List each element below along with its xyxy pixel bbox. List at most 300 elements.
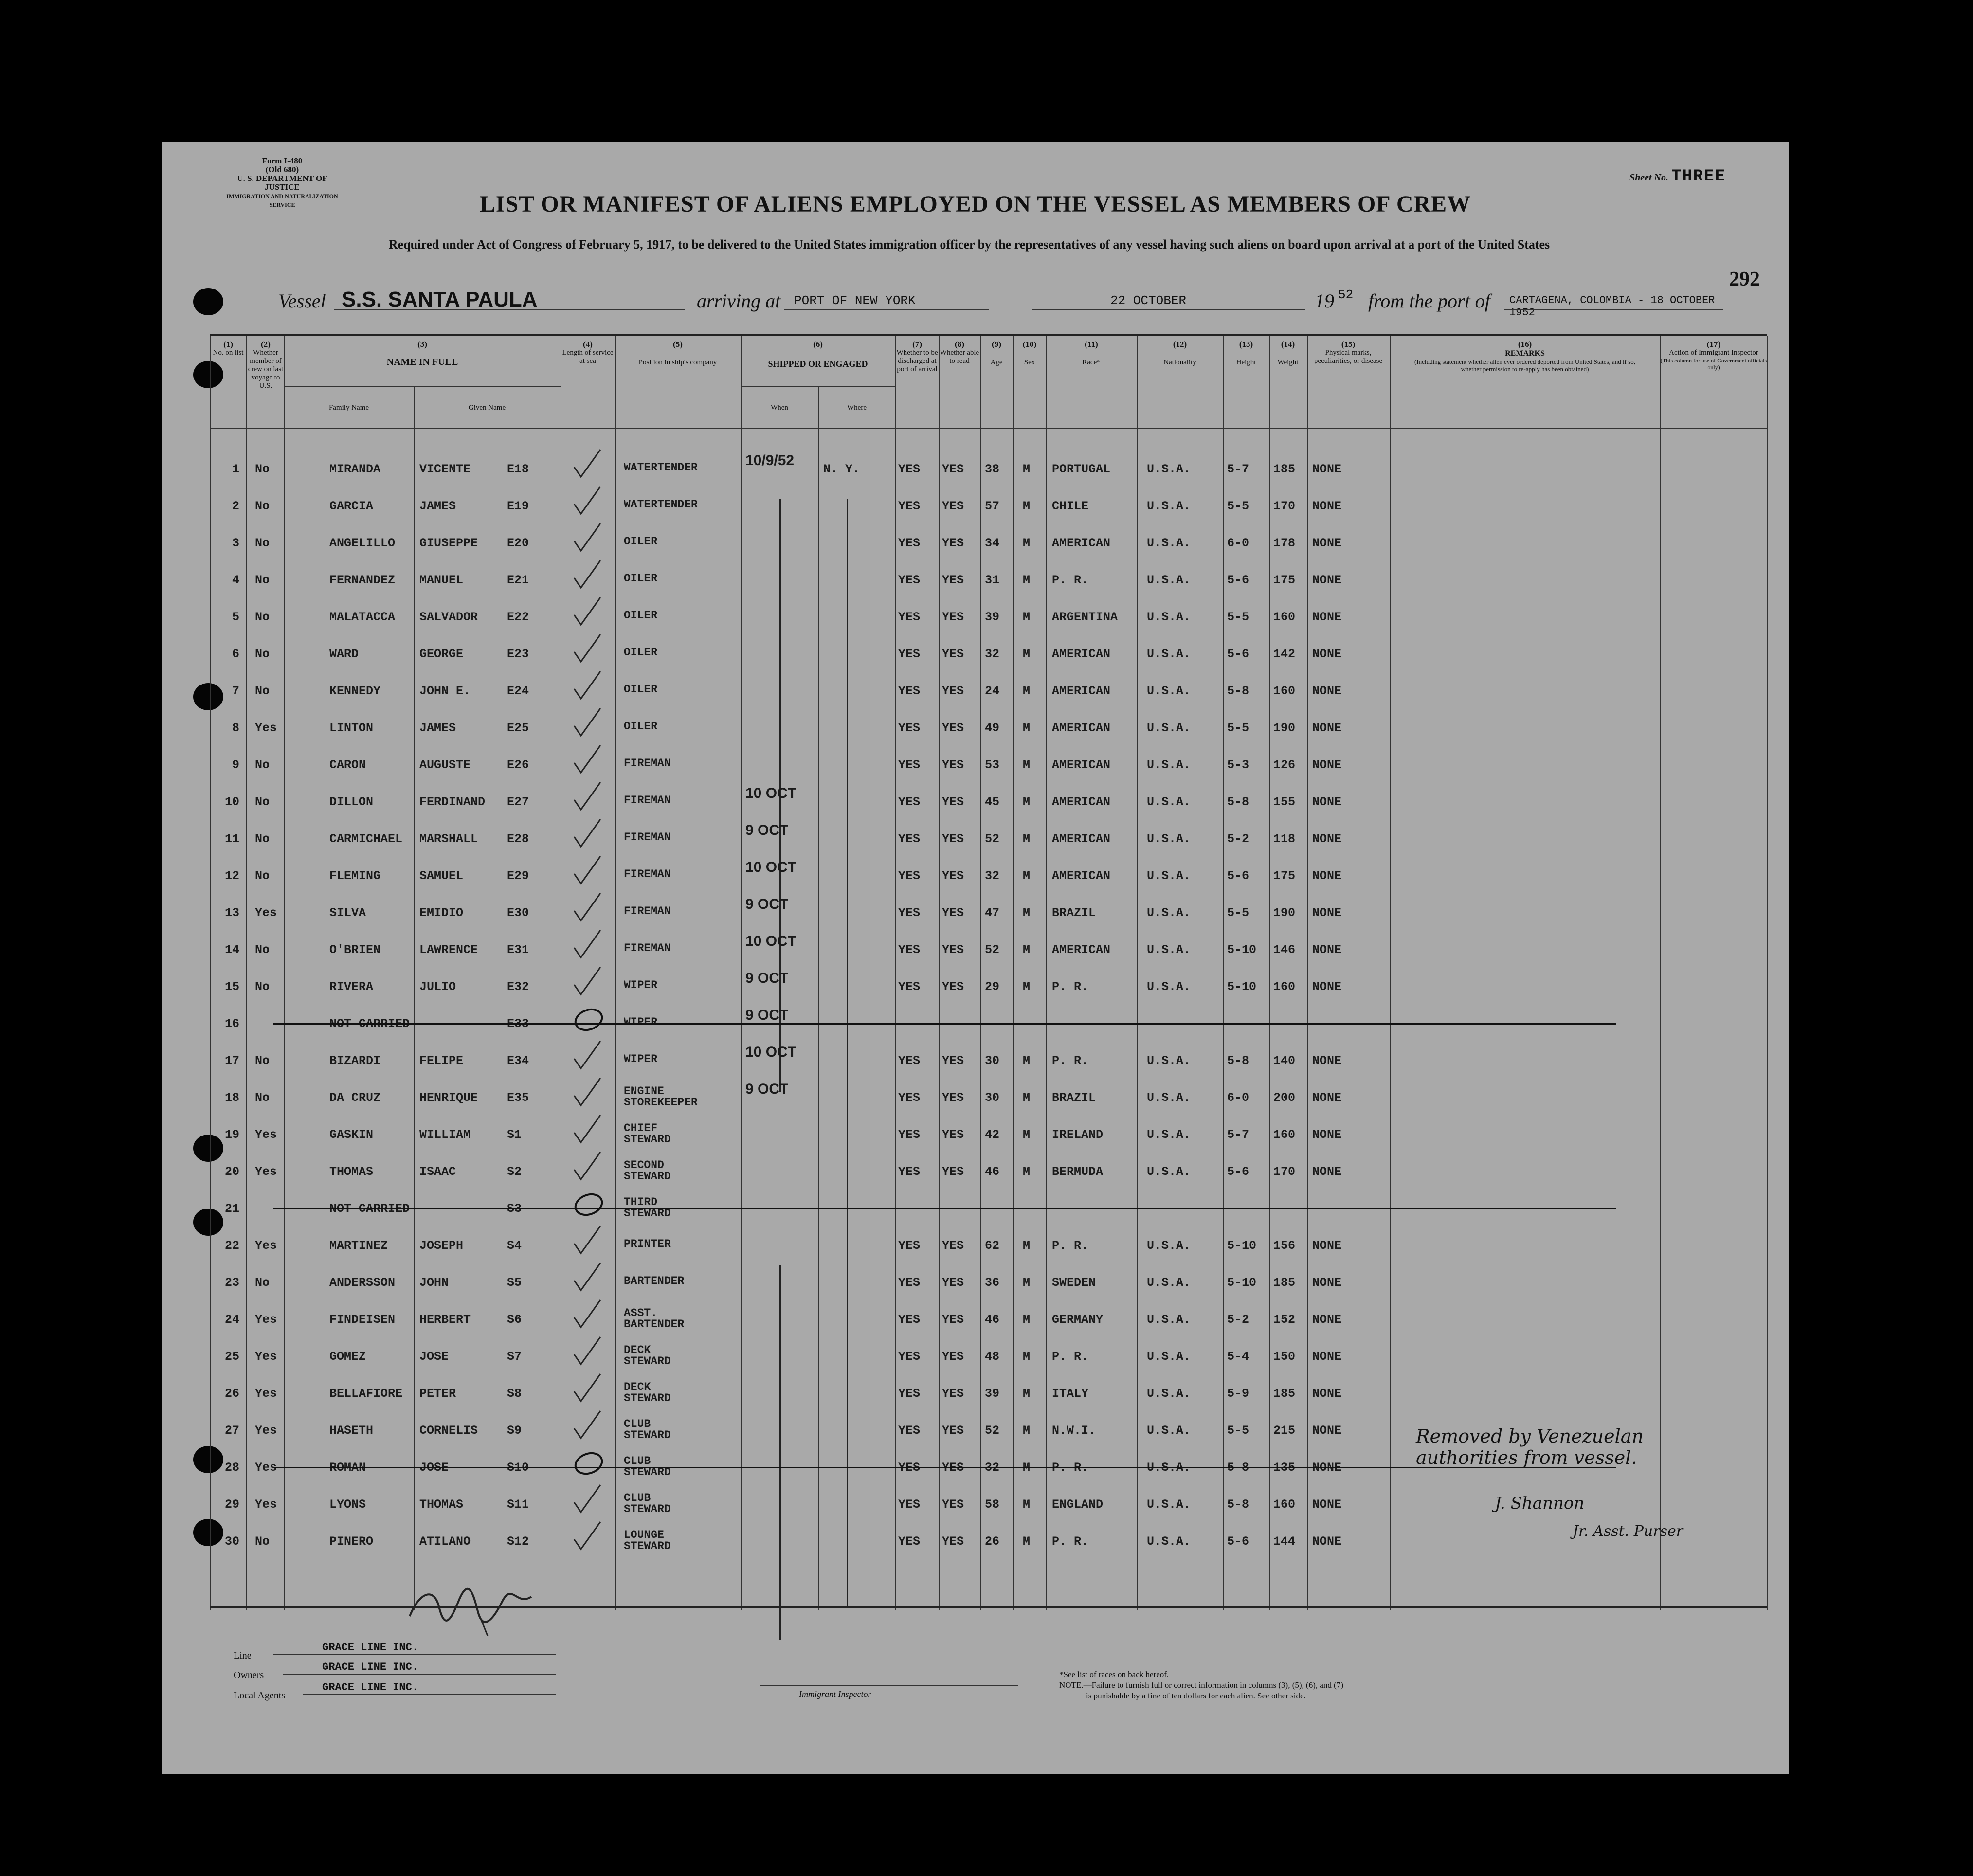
punch-hole: [193, 288, 223, 315]
cell-pos1: [624, 573, 657, 584]
cell-disch: YES: [898, 1534, 921, 1549]
cell-weight: 150: [1273, 1350, 1296, 1364]
cell-given: SAMUEL: [419, 869, 464, 883]
cell-code: S6: [507, 1313, 522, 1327]
cell-age: 53: [985, 758, 1000, 772]
check-mark: [570, 1519, 604, 1553]
cell-nat: U.S.A.: [1147, 1461, 1191, 1475]
cell-prev: No: [255, 684, 270, 698]
cell-code: E32: [507, 980, 529, 994]
cell-pos1-text: FIREMAN: [624, 905, 671, 918]
cell-family: MIRANDA: [329, 462, 381, 476]
cell-given: ISAAC: [419, 1165, 456, 1179]
cell-read: YES: [942, 1276, 964, 1290]
cell-height: 6-0: [1227, 1091, 1249, 1105]
cell-no: 30: [224, 1534, 239, 1549]
cell-race: SWEDEN: [1052, 1276, 1096, 1290]
cell-family: HASETH: [329, 1424, 374, 1438]
cell-weight: 175: [1273, 869, 1296, 883]
cell-nat: U.S.A.: [1147, 869, 1191, 883]
cell-pos2: STEWARD: [624, 1429, 671, 1442]
cell-when: 10 OCT: [745, 785, 797, 801]
cell-weight: 160: [1273, 1128, 1296, 1142]
header-col-6: (6) SHIPPED OR ENGAGED: [768, 340, 868, 369]
cell-age: 30: [985, 1054, 1000, 1068]
check-mark: [570, 853, 604, 887]
cell-race: P. R.: [1052, 1534, 1089, 1549]
cell-prev: No: [255, 758, 270, 772]
cell-race: P. R.: [1052, 1054, 1089, 1068]
cell-race: P. R.: [1052, 1350, 1089, 1364]
cell-age: 31: [985, 573, 1000, 587]
cell-given: AUGUSTE: [419, 758, 471, 772]
strike-through-line: [273, 1023, 1616, 1025]
check-mark: [570, 595, 604, 629]
cell-marks: NONE: [1312, 647, 1342, 661]
cell-nat: U.S.A.: [1147, 832, 1191, 846]
cell-weight: 190: [1273, 906, 1296, 920]
cell-read: YES: [942, 573, 964, 587]
cell-pos2: STEWARD: [624, 1355, 671, 1368]
cell-disch: YES: [898, 1239, 921, 1253]
cell-height: 5-8: [1227, 684, 1249, 698]
cell-sex: M: [1023, 499, 1031, 513]
cell-no: 3: [232, 536, 239, 550]
cell-pos1-text: FIREMAN: [624, 757, 671, 770]
cell-race: BRAZIL: [1052, 1091, 1096, 1105]
cell-pos1: [624, 1239, 671, 1250]
cell-pos1-text: LOUNGE: [624, 1529, 664, 1541]
cell-when: 9 OCT: [745, 1081, 789, 1097]
cell-marks: NONE: [1312, 906, 1342, 920]
table-row: [210, 753, 1767, 782]
cell-given: JOSEPH: [419, 1239, 464, 1253]
cell-pos1: [624, 869, 671, 880]
cell-pos1: [624, 1419, 671, 1441]
cell-code: E23: [507, 647, 529, 661]
cell-prev: No: [255, 795, 270, 809]
cell-pos1-text: OILER: [624, 683, 658, 696]
cell-pos1: [624, 499, 698, 510]
cell-nat: U.S.A.: [1147, 795, 1191, 809]
header-col-5: (5) Position in ship's company: [638, 340, 717, 366]
cell-weight: 160: [1273, 610, 1296, 624]
cell-height: 5-10: [1227, 1239, 1257, 1253]
cell-pos1: [624, 906, 671, 917]
cell-code: S1: [507, 1128, 522, 1142]
cell-read: YES: [942, 1497, 964, 1512]
cell-no: 15: [224, 980, 239, 994]
cell-marks: NONE: [1312, 536, 1342, 550]
cell-marks: NONE: [1312, 610, 1342, 624]
cell-prev: Yes: [255, 721, 277, 735]
cell-marks: NONE: [1312, 462, 1342, 476]
cell-sex: M: [1023, 795, 1031, 809]
cell-code: E25: [507, 721, 529, 735]
header-col-11: (11) Race*: [1082, 340, 1101, 366]
cell-family: SILVA: [329, 906, 366, 920]
cell-weight: 185: [1273, 1276, 1296, 1290]
cell-pos1: [624, 721, 657, 732]
table-row: [210, 452, 1767, 487]
cell-prev: No: [255, 1534, 270, 1549]
cell-pos2: STEWARD: [624, 1503, 671, 1515]
cell-pos1-text: OILER: [624, 609, 658, 622]
cell-pos1: [624, 1345, 671, 1367]
cell-code: E22: [507, 610, 529, 624]
cell-nat: U.S.A.: [1147, 499, 1191, 513]
cell-disch: YES: [898, 1313, 921, 1327]
cell-code: E34: [507, 1054, 529, 1068]
cell-no: 21: [224, 1202, 239, 1216]
cell-sex: M: [1023, 1276, 1031, 1290]
cell-pos2: STEWARD: [624, 1392, 671, 1405]
cell-pos1-text: OILER: [624, 572, 658, 585]
cell-read: YES: [942, 462, 964, 476]
cell-family: KENNEDY: [329, 684, 381, 698]
check-mark: [570, 1371, 604, 1405]
cell-marks: NONE: [1312, 943, 1342, 957]
cell-pos1: [624, 1276, 684, 1287]
cell-pos1: [624, 758, 671, 769]
cell-weight: 140: [1273, 1054, 1296, 1068]
cell-code: S3: [507, 1202, 522, 1216]
cell-no: 13: [224, 906, 239, 920]
cell-race: AMERICAN: [1052, 832, 1111, 846]
cell-weight: 152: [1273, 1313, 1296, 1327]
check-mark: [570, 1075, 604, 1109]
cell-height: 5-2: [1227, 1313, 1249, 1327]
cell-weight: 185: [1273, 1387, 1296, 1401]
cell-when: 10 OCT: [745, 933, 797, 949]
cell-code: E31: [507, 943, 529, 957]
cell-disch: YES: [898, 1165, 921, 1179]
cell-marks: NONE: [1312, 1239, 1342, 1253]
cell-when: 9 OCT: [745, 822, 789, 838]
strike-through-line: [273, 1208, 1616, 1209]
cell-race: P. R.: [1052, 980, 1089, 994]
cell-age: 46: [985, 1165, 1000, 1179]
cell-read: YES: [942, 684, 964, 698]
cell-nat: U.S.A.: [1147, 684, 1191, 698]
cell-given: WILLIAM: [419, 1128, 471, 1142]
cell-given: CORNELIS: [419, 1424, 478, 1438]
cell-code: E30: [507, 906, 529, 920]
cell-read: YES: [942, 1461, 964, 1475]
cell-height: 5-7: [1227, 462, 1249, 476]
cell-sex: M: [1023, 684, 1031, 698]
cell-family: ANGELILLO: [329, 536, 396, 550]
cell-disch: YES: [898, 1091, 921, 1105]
cell-sex: M: [1023, 1497, 1031, 1512]
cell-family: O'BRIEN: [329, 943, 381, 957]
cell-marks: NONE: [1312, 1424, 1342, 1438]
cell-pos1-text: WATERTENDER: [624, 498, 698, 511]
cell-marks: NONE: [1312, 758, 1342, 772]
cell-disch: YES: [898, 462, 921, 476]
cell-weight: 170: [1273, 499, 1296, 513]
table-row: [210, 679, 1767, 708]
cell-no: 8: [232, 721, 239, 735]
cell-given: HERBERT: [419, 1313, 471, 1327]
table-row: [210, 785, 1767, 819]
cell-height: 5-2: [1227, 832, 1249, 846]
cell-age: 36: [985, 1276, 1000, 1290]
cell-height: 5-5: [1227, 721, 1249, 735]
cell-nat: U.S.A.: [1147, 758, 1191, 772]
agents-value: GRACE LINE INC.: [322, 1681, 419, 1694]
cell-pos1-text: CLUB: [624, 1455, 651, 1467]
cell-age: 62: [985, 1239, 1000, 1253]
cell-nat: U.S.A.: [1147, 1350, 1191, 1364]
cell-sex: M: [1023, 1387, 1031, 1401]
cell-race: AMERICAN: [1052, 795, 1111, 809]
cell-sex: M: [1023, 758, 1031, 772]
cell-disch: YES: [898, 1054, 921, 1068]
cell-weight: 156: [1273, 1239, 1296, 1253]
cell-pos1-text: SECOND: [624, 1159, 664, 1172]
cell-no: 28: [224, 1461, 239, 1475]
header-when: When: [771, 404, 788, 412]
cell-weight: 160: [1273, 684, 1296, 698]
cell-age: 52: [985, 1424, 1000, 1438]
check-mark: [570, 927, 604, 961]
cell-family: DA CRUZ: [329, 1091, 381, 1105]
cell-pos1-text: OILER: [624, 535, 658, 548]
cell-read: YES: [942, 1350, 964, 1364]
cell-pos2: STEWARD: [624, 1207, 671, 1220]
cell-read: YES: [942, 795, 964, 809]
cell-pos1: [624, 684, 657, 695]
header-col-13: (13) Height: [1236, 340, 1256, 366]
cell-family: NOT CARRIED: [329, 1017, 410, 1031]
cell-race: P. R.: [1052, 1239, 1089, 1253]
cell-weight: 160: [1273, 980, 1296, 994]
cell-sex: M: [1023, 832, 1031, 846]
cell-disch: YES: [898, 832, 921, 846]
cell-nat: U.S.A.: [1147, 1091, 1191, 1105]
cell-family: FINDEISEN: [329, 1313, 396, 1327]
cell-height: 5-7: [1227, 1128, 1249, 1142]
cell-disch: YES: [898, 1424, 921, 1438]
table-row: [210, 1382, 1767, 1411]
cell-family: DILLON: [329, 795, 374, 809]
cell-height: 5-3: [1227, 758, 1249, 772]
cell-height: 5-6: [1227, 869, 1249, 883]
cell-family: LYONS: [329, 1497, 366, 1512]
cell-pos1-text: DECK: [624, 1344, 651, 1356]
cell-when: 9 OCT: [745, 896, 789, 912]
cell-nat: U.S.A.: [1147, 1424, 1191, 1438]
cell-age: 29: [985, 980, 1000, 994]
cell-read: YES: [942, 1534, 964, 1549]
cell-weight: 118: [1273, 832, 1296, 846]
check-mark: [570, 521, 604, 555]
cell-no: 4: [232, 573, 239, 587]
check-mark: [570, 1260, 604, 1294]
cell-read: YES: [942, 1387, 964, 1401]
cell-height: 5-9: [1227, 1387, 1249, 1401]
cell-weight: 144: [1273, 1534, 1296, 1549]
cell-given: ATILANO: [419, 1534, 471, 1549]
cell-family: BIZARDI: [329, 1054, 381, 1068]
cell-prev: No: [255, 610, 270, 624]
cell-disch: YES: [898, 1387, 921, 1401]
cell-prev: No: [255, 1054, 270, 1068]
check-mark: [570, 447, 604, 481]
check-mark: [570, 1408, 604, 1442]
cell-height: 5-8: [1227, 1054, 1249, 1068]
manifest-sheet: [162, 142, 1789, 1774]
table-row: [210, 1160, 1767, 1189]
table-row: [210, 970, 1767, 1004]
crew-table: [210, 334, 1767, 1610]
cell-marks: NONE: [1312, 1497, 1342, 1512]
cell-family: LINTON: [329, 721, 374, 735]
cell-age: 47: [985, 906, 1000, 920]
cell-sex: M: [1023, 1534, 1031, 1549]
cell-no: 5: [232, 610, 239, 624]
cell-sex: M: [1023, 906, 1031, 920]
table-row: [210, 933, 1767, 967]
cell-read: YES: [942, 499, 964, 513]
inspector-label: Immigrant Inspector: [799, 1689, 871, 1699]
cell-read: YES: [942, 943, 964, 957]
cell-sex: M: [1023, 1350, 1031, 1364]
table-row: [210, 1007, 1767, 1041]
cell-no: 20: [224, 1165, 239, 1179]
cell-prev: No: [255, 980, 270, 994]
cell-no: 23: [224, 1276, 239, 1290]
header-col-2: (2) Whether member of crew on last voyage to U.S.: [248, 340, 284, 390]
cell-age: 26: [985, 1534, 1000, 1549]
cell-age: 39: [985, 1387, 1000, 1401]
cell-sex: M: [1023, 1424, 1031, 1438]
cell-nat: U.S.A.: [1147, 647, 1191, 661]
cell-code: S11: [507, 1497, 529, 1512]
cell-pos1-text: FIREMAN: [624, 942, 671, 955]
cell-prev: No: [255, 573, 270, 587]
cell-sex: M: [1023, 1128, 1031, 1142]
cell-race: PORTUGAL: [1052, 462, 1111, 476]
cell-nat: U.S.A.: [1147, 1276, 1191, 1290]
check-mark: [570, 668, 604, 703]
cell-weight: 142: [1273, 647, 1296, 661]
cell-nat: U.S.A.: [1147, 536, 1191, 550]
header-col-10: (10) Sex: [1022, 340, 1037, 366]
cell-pos1: [624, 1123, 671, 1145]
cell-pos1-text: WIPER: [624, 1016, 658, 1028]
cell-pos1: [624, 980, 657, 991]
cell-no: 25: [224, 1350, 239, 1364]
cell-code: S8: [507, 1387, 522, 1401]
cell-family: CARON: [329, 758, 366, 772]
cell-height: 5-5: [1227, 906, 1249, 920]
table-row: [210, 568, 1767, 597]
cell-nat: U.S.A.: [1147, 906, 1191, 920]
cell-sex: M: [1023, 869, 1031, 883]
cell-given: SALVADOR: [419, 610, 478, 624]
cell-sex: M: [1023, 1091, 1031, 1105]
cell-nat: U.S.A.: [1147, 1239, 1191, 1253]
cell-prev: No: [255, 943, 270, 957]
circle-mark: [570, 1001, 604, 1035]
form-identifier: Form I-480 (Old 680) U. S. DEPARTMENT OF JUSTICE IMMIGRATION AND NATURALIZATION SERVICE: [226, 156, 338, 208]
cell-race: AMERICAN: [1052, 869, 1111, 883]
cell-no: 9: [232, 758, 239, 772]
cell-weight: 200: [1273, 1091, 1296, 1105]
cell-weight: 215: [1273, 1424, 1296, 1438]
fine-note-1: NOTE.—Failure to furnish full or correct information in columns (3), (5), (6), and (7): [1059, 1680, 1343, 1690]
cell-no: 16: [224, 1017, 239, 1031]
cell-family: CARMICHAEL: [329, 832, 403, 846]
cell-nat: U.S.A.: [1147, 721, 1191, 735]
cell-prev: Yes: [255, 1387, 277, 1401]
cell-pos2: STOREKEEPER: [624, 1096, 698, 1109]
table-row: [210, 1345, 1767, 1374]
cell-disch: YES: [898, 1350, 921, 1364]
cell-given: JOSE: [419, 1461, 449, 1475]
cell-read: YES: [942, 721, 964, 735]
cell-nat: U.S.A.: [1147, 573, 1191, 587]
cell-pos1-text: CLUB: [624, 1492, 651, 1504]
cell-prev: Yes: [255, 1239, 277, 1253]
cell-disch: YES: [898, 1461, 921, 1475]
cell-given: JOHN: [419, 1276, 449, 1290]
cell-height: 5-6: [1227, 1165, 1249, 1179]
cell-no: 26: [224, 1387, 239, 1401]
cell-prev: Yes: [255, 1497, 277, 1512]
cell-sex: M: [1023, 647, 1031, 661]
cell-nat: U.S.A.: [1147, 462, 1191, 476]
header-col-7: (7) Whether to be discharged at port of arrival: [896, 340, 938, 373]
cell-no: 6: [232, 647, 239, 661]
cell-pos2: BARTENDER: [624, 1318, 685, 1331]
cell-sex: M: [1023, 610, 1031, 624]
cell-given: GEORGE: [419, 647, 464, 661]
cell-code: E24: [507, 684, 529, 698]
cell-prev: No: [255, 832, 270, 846]
cell-age: 39: [985, 610, 1000, 624]
cell-given: JAMES: [419, 499, 456, 513]
cell-weight: 178: [1273, 536, 1296, 550]
cell-nat: U.S.A.: [1147, 610, 1191, 624]
check-mark: [570, 705, 604, 740]
cell-when: 10/9/52: [745, 452, 795, 469]
cell-family: PINERO: [329, 1534, 374, 1549]
cell-no: 2: [232, 499, 239, 513]
cell-marks: NONE: [1312, 1313, 1342, 1327]
cell-sex: M: [1023, 943, 1031, 957]
cell-weight: 190: [1273, 721, 1296, 735]
cell-race: IRELAND: [1052, 1128, 1104, 1142]
cell-weight: 185: [1273, 462, 1296, 476]
check-mark: [570, 1038, 604, 1072]
cell-marks: NONE: [1312, 573, 1342, 587]
table-row: [210, 822, 1767, 856]
cell-code: S5: [507, 1276, 522, 1290]
cell-disch: YES: [898, 980, 921, 994]
cell-family: MALATACCA: [329, 610, 396, 624]
cell-pos1: [624, 1160, 671, 1182]
cell-pos1-text: BARTENDER: [624, 1275, 685, 1287]
cell-pos2: STEWARD: [624, 1170, 671, 1183]
circle-mark: [570, 1186, 604, 1220]
cell-read: YES: [942, 1091, 964, 1105]
cell-no: 7: [232, 684, 239, 698]
cell-marks: NONE: [1312, 1387, 1342, 1401]
header-col-4: (4) Length of service at sea: [562, 340, 614, 365]
